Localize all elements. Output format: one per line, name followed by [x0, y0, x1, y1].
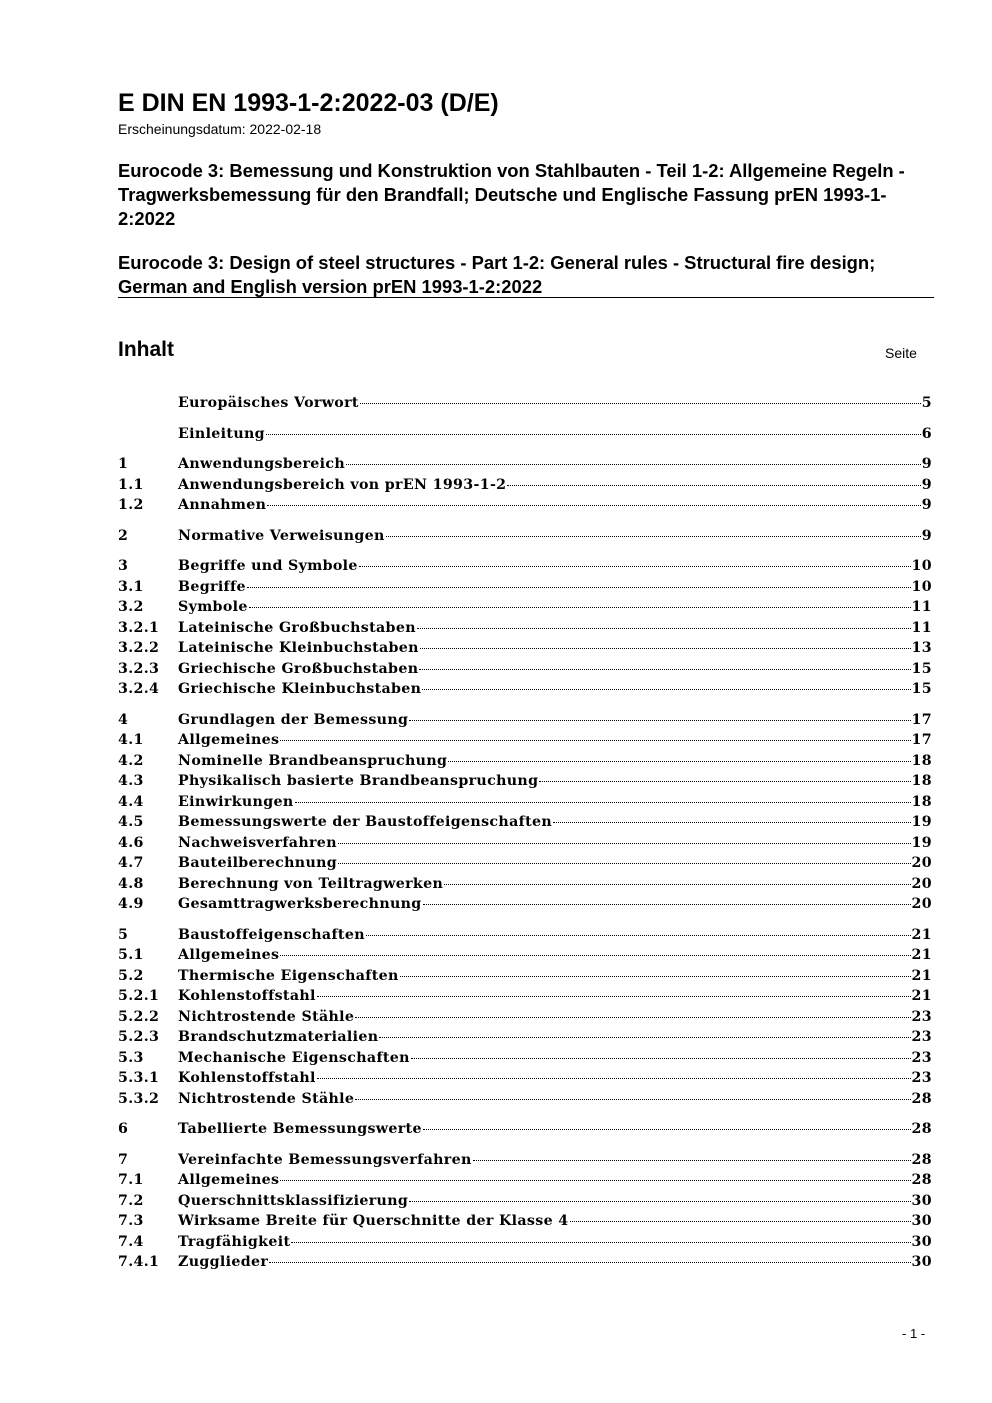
page-number: - 1 -	[902, 1326, 926, 1341]
toc-entry-title: Berechnung von Teiltragwerken	[178, 875, 444, 892]
toc-entry-number: 4.5	[118, 814, 144, 830]
toc-entry-page: 21	[911, 988, 932, 1004]
toc-entry-title: Allgemeines	[178, 947, 280, 963]
toc-entry-title: Vereinfachte Bemessungsverfahren	[178, 1151, 472, 1168]
toc-entry-title: Tragfähigkeit	[178, 1233, 291, 1250]
dot-leader	[539, 781, 910, 782]
toc-entry-number: 5.1	[118, 947, 144, 963]
toc-entry-title: Symbole	[178, 599, 248, 615]
toc-entry-title: Lateinische Kleinbuchstaben	[178, 640, 419, 656]
toc-entry-page: 9	[921, 456, 932, 472]
toc-entry[interactable]	[118, 558, 932, 579]
toc-entry-number: 7.2	[118, 1192, 144, 1209]
toc-entry-title: Anwendungsbereich von prEN 1993-1-2	[178, 476, 507, 493]
toc-entry[interactable]	[118, 640, 932, 661]
toc-entry-page: 23	[911, 1049, 932, 1066]
toc-entry-number: 3.2.1	[118, 619, 160, 636]
toc-entry[interactable]	[118, 1121, 932, 1142]
toc-entry[interactable]	[118, 1172, 932, 1193]
toc-entry[interactable]	[118, 477, 932, 498]
dot-leader	[411, 1058, 911, 1059]
toc-entry-number: 3.2	[118, 599, 144, 615]
toc-entry-page: 9	[921, 497, 932, 513]
dot-leader	[553, 822, 911, 823]
toc-entry-title: Allgemeines	[178, 1172, 280, 1188]
toc-entry-page: 20	[911, 855, 932, 871]
dot-leader	[280, 740, 910, 741]
toc-entry-number: 2	[118, 527, 129, 544]
toc-entry[interactable]	[118, 1070, 932, 1091]
toc-entry-page: 19	[911, 834, 932, 851]
dot-leader	[423, 1129, 911, 1130]
toc-entry-number: 5.2	[118, 967, 144, 984]
dot-leader	[423, 904, 911, 905]
table-of-contents	[118, 395, 932, 1275]
toc-entry-title: Wirksame Breite für Querschnitte der Klasse 4	[178, 1213, 569, 1229]
toc-entry-page: 23	[911, 1008, 932, 1025]
toc-entry-page: 9	[921, 527, 932, 544]
toc-entry-number: 4.9	[118, 896, 144, 912]
toc-entry-page: 23	[911, 1070, 932, 1086]
toc-entry-page: 20	[911, 875, 932, 892]
dot-leader	[317, 1078, 911, 1079]
toc-entry-page: 30	[911, 1233, 932, 1250]
toc-entry-page: 17	[911, 711, 932, 728]
toc-entry-page: 30	[911, 1254, 932, 1270]
toc-entry-page: 10	[911, 558, 932, 574]
toc-entry[interactable]	[118, 1091, 932, 1112]
toc-entry[interactable]	[118, 1029, 932, 1050]
toc-entry-page: 18	[911, 752, 932, 769]
toc-entry[interactable]	[118, 681, 932, 702]
toc-entry-number: 7.3	[118, 1213, 144, 1229]
toc-entry-page: 15	[911, 681, 932, 697]
toc-entry-number: 7.4	[118, 1233, 144, 1250]
toc-entry-number: 7	[118, 1151, 129, 1168]
dot-leader	[266, 434, 921, 435]
toc-entry[interactable]	[118, 773, 932, 794]
toc-entry-title: Griechische Kleinbuchstaben	[178, 681, 422, 697]
toc-entry-title: Kohlenstoffstahl	[178, 1070, 316, 1086]
dot-leader	[249, 607, 911, 608]
toc-entry[interactable]	[118, 753, 932, 774]
toc-entry[interactable]	[118, 835, 932, 856]
toc-heading: Inhalt	[118, 338, 174, 361]
toc-entry-number: 1	[118, 456, 129, 472]
toc-entry-page: 6	[921, 425, 932, 442]
dot-leader	[448, 761, 910, 762]
dot-leader	[419, 669, 910, 670]
toc-entry-number: 3.2.3	[118, 660, 160, 677]
toc-entry-title: Grundlagen der Bemessung	[178, 711, 409, 728]
toc-entry-title: Baustoffeigenschaften	[178, 926, 365, 943]
toc-entry[interactable]	[118, 968, 932, 989]
toc-entry-page: 28	[911, 1090, 932, 1107]
dot-leader	[409, 1201, 910, 1202]
dot-leader	[359, 566, 911, 567]
dot-leader	[386, 536, 921, 537]
document-id: E DIN EN 1993-1-2:2022-03 (D/E)	[118, 89, 499, 117]
dot-leader	[269, 1262, 910, 1263]
publication-date: Erscheinungsdatum: 2022-02-18	[118, 121, 322, 137]
toc-entry-number: 1.2	[118, 497, 144, 513]
dot-leader	[420, 648, 911, 649]
toc-entry-number: 5	[118, 926, 129, 943]
toc-entry[interactable]	[118, 732, 932, 753]
toc-entry-title: Nichtrostende Stähle	[178, 1008, 355, 1025]
toc-entry[interactable]	[118, 988, 932, 1009]
toc-entry-title: Mechanische Eigenschaften	[178, 1049, 410, 1066]
toc-entry[interactable]	[118, 1213, 932, 1234]
toc-entry-title: Nachweisverfahren	[178, 834, 337, 851]
toc-entry-number: 4.1	[118, 732, 144, 748]
toc-entry-title: Thermische Eigenschaften	[178, 967, 399, 984]
toc-entry-number: 5.3.2	[118, 1090, 160, 1107]
dot-leader	[338, 863, 910, 864]
toc-entry[interactable]	[118, 947, 932, 968]
toc-entry-page: 23	[911, 1029, 932, 1045]
title-german: Eurocode 3: Bemessung und Konstruktion von Stahlbauten - Teil 1-2: Allgemeine Regeln - Tragwerksbemessung für den Brandfall; Deutsche und Englische Fassung prEN 1993-1-2:2022	[118, 160, 905, 229]
toc-entry-number: 3.1	[118, 578, 144, 595]
toc-entry-number: 1.1	[118, 476, 144, 493]
toc-entry-title: Begriffe und Symbole	[178, 558, 358, 574]
dot-leader	[247, 587, 911, 588]
toc-entry-number: 5.3	[118, 1049, 144, 1066]
toc-entry-page: 18	[911, 773, 932, 789]
toc-entry-page: 28	[911, 1121, 932, 1137]
toc-entry-number: 4.7	[118, 855, 144, 871]
toc-entry-number: 4	[118, 711, 129, 728]
toc-entry-number: 5.3.1	[118, 1070, 160, 1086]
dot-leader	[317, 996, 911, 997]
toc-entry[interactable]	[118, 794, 932, 815]
toc-entry[interactable]	[118, 1152, 932, 1173]
dot-leader	[280, 955, 910, 956]
toc-entry-title: Annahmen	[178, 497, 267, 513]
toc-entry[interactable]	[118, 426, 932, 447]
toc-entry-page: 9	[921, 476, 932, 493]
toc-entry-number: 7.1	[118, 1172, 144, 1188]
toc-entry[interactable]	[118, 927, 932, 948]
toc-entry-title: Nichtrostende Stähle	[178, 1090, 355, 1107]
toc-entry-title: Einleitung	[178, 425, 265, 442]
toc-entry-title: Bauteilberechnung	[178, 855, 338, 871]
dot-leader	[379, 1037, 910, 1038]
dot-leader	[346, 464, 921, 465]
toc-entry-title: Querschnittsklassifizierung	[178, 1192, 409, 1209]
dot-leader	[280, 1180, 910, 1181]
toc-entry-title: Kohlenstoffstahl	[178, 988, 316, 1004]
toc-entry[interactable]	[118, 456, 932, 477]
toc-entry-title: Brandschutzmaterialien	[178, 1029, 379, 1045]
toc-entry[interactable]	[118, 876, 932, 897]
toc-entry-number: 3.2.4	[118, 681, 160, 697]
toc-entry[interactable]	[118, 712, 932, 733]
toc-entry-number: 5.2.3	[118, 1029, 160, 1045]
toc-entry-title: Normative Verweisungen	[178, 527, 385, 544]
toc-entry[interactable]	[118, 1009, 932, 1030]
dot-leader	[473, 1160, 911, 1161]
toc-entry-title: Nominelle Brandbeanspruchung	[178, 752, 448, 769]
toc-entry-page: 10	[911, 578, 932, 595]
dot-leader	[444, 884, 910, 885]
toc-entry-title: Physikalisch basierte Brandbeanspruchung	[178, 773, 539, 789]
toc-entry-page: 30	[911, 1213, 932, 1229]
toc-entry[interactable]	[118, 661, 932, 682]
dot-leader	[360, 403, 921, 404]
toc-entry-page: 13	[911, 640, 932, 656]
toc-entry-title: Allgemeines	[178, 732, 280, 748]
toc-entry-number: 4.6	[118, 834, 144, 851]
dot-leader	[338, 843, 911, 844]
dot-leader	[400, 976, 911, 977]
title-english: Eurocode 3: Design of steel structures - Part 1-2: General rules - Structural fire design; German and English version prEN 1993-1-2:2022	[118, 252, 876, 297]
toc-entry-page: 21	[911, 926, 932, 943]
toc-entry-number: 6	[118, 1121, 129, 1137]
toc-entry-page: 11	[911, 619, 932, 636]
toc-entry[interactable]	[118, 1193, 932, 1214]
toc-entry-number: 5.2.1	[118, 988, 160, 1004]
toc-entry[interactable]	[118, 620, 932, 641]
toc-entry[interactable]	[118, 497, 932, 518]
toc-entry-number: 4.4	[118, 793, 144, 810]
toc-entry-number: 5.2.2	[118, 1008, 160, 1025]
toc-entry[interactable]	[118, 814, 932, 835]
toc-entry-page: 21	[911, 967, 932, 984]
toc-entry-title: Bemessungswerte der Baustoffeigenschaften	[178, 814, 553, 830]
toc-entry-page: 21	[911, 947, 932, 963]
toc-entry-number: 3.2.2	[118, 640, 160, 656]
toc-entry-title: Einwirkungen	[178, 793, 294, 810]
toc-entry-number: 4.8	[118, 875, 144, 892]
toc-entry[interactable]	[118, 395, 932, 416]
dot-leader	[422, 689, 910, 690]
toc-entry-page: 28	[911, 1172, 932, 1188]
toc-entry[interactable]	[118, 528, 932, 549]
toc-entry-page: 19	[911, 814, 932, 830]
dot-leader	[409, 720, 910, 721]
toc-entry-title: Anwendungsbereich	[178, 456, 346, 472]
dot-leader	[366, 935, 911, 936]
header-divider	[118, 297, 934, 298]
toc-entry-title: Zugglieder	[178, 1254, 269, 1270]
dot-leader	[355, 1099, 910, 1100]
toc-entry[interactable]	[118, 1254, 932, 1275]
toc-entry[interactable]	[118, 1050, 932, 1071]
toc-page-column-header: Seite	[885, 345, 917, 361]
toc-entry-page: 18	[911, 793, 932, 810]
toc-entry-number: 7.4.1	[118, 1254, 160, 1270]
toc-entry[interactable]	[118, 896, 932, 917]
dot-leader	[507, 485, 920, 486]
toc-entry-page: 15	[911, 660, 932, 677]
toc-entry-title: Europäisches Vorwort	[178, 395, 359, 411]
toc-entry-number: 4.3	[118, 773, 144, 789]
toc-entry-title: Begriffe	[178, 578, 246, 595]
dot-leader	[570, 1221, 911, 1222]
toc-entry-page: 30	[911, 1192, 932, 1209]
dot-leader	[291, 1242, 910, 1243]
toc-entry-title: Gesamttragwerksberechnung	[178, 896, 422, 912]
toc-entry-page: 5	[921, 395, 932, 411]
toc-entry-title: Lateinische Großbuchstaben	[178, 619, 416, 636]
toc-entry-title: Griechische Großbuchstaben	[178, 660, 419, 677]
toc-entry[interactable]	[118, 599, 932, 620]
toc-entry-page: 17	[911, 732, 932, 748]
dot-leader	[267, 505, 920, 506]
toc-entry[interactable]	[118, 1234, 932, 1255]
toc-entry-title: Tabellierte Bemessungswerte	[178, 1121, 422, 1137]
toc-entry-number: 3	[118, 558, 129, 574]
dot-leader	[417, 628, 911, 629]
dot-leader	[355, 1017, 910, 1018]
toc-entry-page: 28	[911, 1151, 932, 1168]
toc-entry-number: 4.2	[118, 752, 144, 769]
toc-entry[interactable]	[118, 579, 932, 600]
toc-entry-page: 11	[911, 599, 932, 615]
dot-leader	[295, 802, 911, 803]
toc-entry-page: 20	[911, 896, 932, 912]
toc-entry[interactable]	[118, 855, 932, 876]
